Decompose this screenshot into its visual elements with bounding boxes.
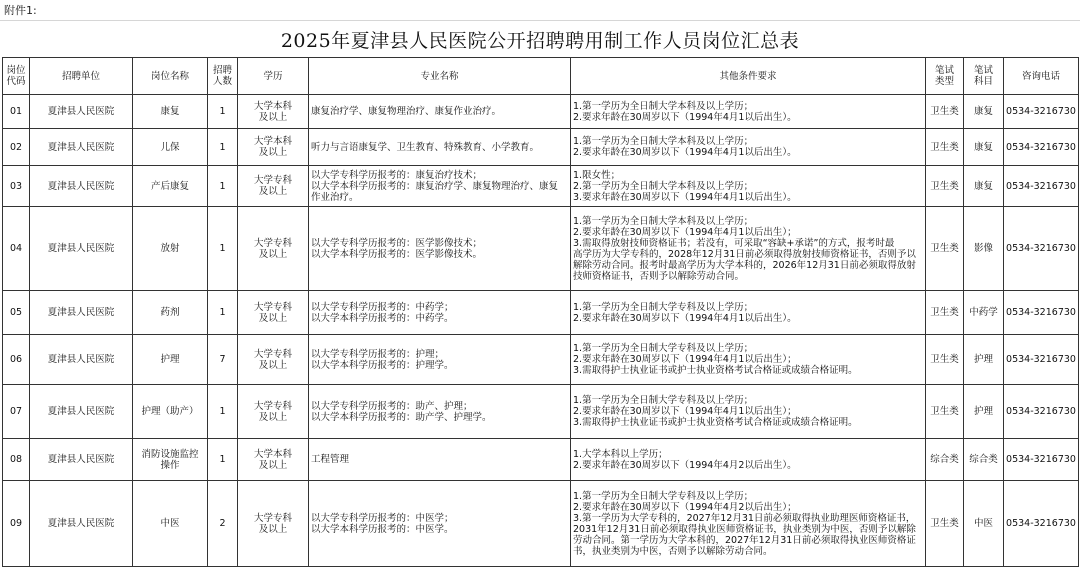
cell-other: 1.限女性； 2.第一学历为全日制大学本科及以上学历； 3.要求年龄在30周岁以下（1994年4月1以后出生）。 [571,166,926,207]
cell-position: 护理 [133,335,208,385]
cell-phone: 0534-3216730 [1004,291,1079,335]
cell-education: 大学本科 及以上 [238,95,309,129]
cell-code: 07 [3,385,30,439]
cell-phone: 0534-3216730 [1004,129,1079,166]
top-row-gridline [0,0,1080,21]
header-exam-subject: 笔试 科目 [964,58,1004,95]
cell-code: 06 [3,335,30,385]
cell-major: 工程管理 [309,439,571,481]
cell-unit: 夏津县人民医院 [30,439,133,481]
cell-exam-subject: 中医 [964,481,1004,567]
cell-exam-subject: 护理 [964,335,1004,385]
table-row [3,439,1079,481]
cell-count: 1 [208,439,238,481]
cell-exam-subject: 康复 [964,95,1004,129]
table-row [3,291,1079,335]
header-count: 招聘 人数 [208,58,238,95]
cell-phone: 0534-3216730 [1004,335,1079,385]
cell-other: 1.第一学历为全日制大学专科及以上学历； 2.要求年龄在30周岁以下（1994年4月1以后出生）。 [571,291,926,335]
cell-major: 以大学专科学历报考的：中医学； 以大学本科学历报考的：中医学。 [309,481,571,567]
table-row [3,335,1079,385]
table-row [3,95,1079,129]
cell-unit: 夏津县人民医院 [30,291,133,335]
cell-exam-type: 卫生类 [926,481,964,567]
table-row [3,207,1079,291]
cell-exam-type: 综合类 [926,439,964,481]
cell-other: 1.第一学历为全日制大学专科及以上学历； 2.要求年龄在30周岁以下（1994年4月1以后出生）； 3.需取得护士执业证书或护士执业资格考试合格证或成绩合格证明。 [571,385,926,439]
positions-table [2,57,1079,567]
cell-phone: 0534-3216730 [1004,166,1079,207]
cell-exam-subject: 综合类 [964,439,1004,481]
cell-exam-subject: 护理 [964,385,1004,439]
cell-exam-type: 卫生类 [926,166,964,207]
cell-education: 大学本科 及以上 [238,439,309,481]
header-other: 其他条件要求 [571,58,926,95]
table-row [3,385,1079,439]
cell-education: 大学本科 及以上 [238,129,309,166]
cell-code: 04 [3,207,30,291]
cell-other: 1.第一学历为全日制大学专科及以上学历； 2.要求年龄在30周岁以下（1994年4月1以后出生）； 3.需取得护士执业证书或护士执业资格考试合格证或成绩合格证明。 [571,335,926,385]
cell-code: 01 [3,95,30,129]
header-exam-type: 笔试 类型 [926,58,964,95]
cell-major: 以大学专科学历报考的：助产、护理； 以大学本科学历报考的：助产学、护理学。 [309,385,571,439]
cell-code: 09 [3,481,30,567]
cell-unit: 夏津县人民医院 [30,335,133,385]
cell-phone: 0534-3216730 [1004,207,1079,291]
cell-other: 1.大学本科以上学历； 2.要求年龄在30周岁以下（1994年4月2以后出生）。 [571,439,926,481]
cell-position: 中医 [133,481,208,567]
cell-education: 大学专科 及以上 [238,291,309,335]
cell-other: 1.第一学历为全日制大学专科及以上学历； 2.要求年龄在30周岁以下（1994年4月2以后出生）； 3.第一学历为大学专科的，2027年12月31日前必须取得执业助理医师资格证书， 2031年12月31日前必须取得执业医师资格证书，执业类别为中医，否则予以解除 劳动合同。第一学历为大学本科的，2027年12月31日前必须取得执业医师资格证 书，执业类别为中医，否则予以解除劳动合同。 [571,481,926,567]
cell-unit: 夏津县人民医院 [30,95,133,129]
attachment-label: 附件1: [4,4,37,17]
cell-exam-type: 卫生类 [926,385,964,439]
cell-count: 2 [208,481,238,567]
cell-position: 药剂 [133,291,208,335]
table-row [3,481,1079,567]
cell-exam-subject: 康复 [964,166,1004,207]
cell-position: 放射 [133,207,208,291]
cell-code: 08 [3,439,30,481]
cell-count: 1 [208,385,238,439]
cell-major: 以大学专科学历报考的：医学影像技术； 以大学本科学历报考的：医学影像技术。 [309,207,571,291]
cell-education: 大学专科 及以上 [238,385,309,439]
header-position: 岗位名称 [133,58,208,95]
cell-unit: 夏津县人民医院 [30,207,133,291]
header-row [3,58,1079,95]
cell-exam-type: 卫生类 [926,95,964,129]
cell-code: 05 [3,291,30,335]
cell-code: 03 [3,166,30,207]
cell-unit: 夏津县人民医院 [30,166,133,207]
cell-phone: 0534-3216730 [1004,439,1079,481]
cell-count: 1 [208,166,238,207]
cell-exam-type: 卫生类 [926,129,964,166]
cell-exam-type: 卫生类 [926,207,964,291]
cell-unit: 夏津县人民医院 [30,481,133,567]
cell-count: 1 [208,291,238,335]
cell-count: 7 [208,335,238,385]
cell-education: 大学专科 及以上 [238,335,309,385]
cell-major: 以大学专科学历报考的：康复治疗技术； 以大学本科学历报考的：康复治疗学、康复物理治疗、康复 作业治疗。 [309,166,571,207]
header-major: 专业名称 [309,58,571,95]
page-title: 2025年夏津县人民医院公开招聘聘用制工作人员岗位汇总表 [280,30,800,52]
cell-major: 以大学专科学历报考的：护理； 以大学本科学历报考的：护理学。 [309,335,571,385]
cell-count: 1 [208,95,238,129]
cell-code: 02 [3,129,30,166]
header-phone: 咨询电话 [1004,58,1079,95]
cell-unit: 夏津县人民医院 [30,385,133,439]
cell-other: 1.第一学历为全日制大学本科及以上学历； 2.要求年龄在30周岁以下（1994年4月1以后出生）。 [571,129,926,166]
cell-education: 大学专科 及以上 [238,207,309,291]
cell-major: 以大学专科学历报考的：中药学； 以大学本科学历报考的：中药学。 [309,291,571,335]
cell-phone: 0534-3216730 [1004,481,1079,567]
cell-unit: 夏津县人民医院 [30,129,133,166]
cell-other: 1.第一学历为全日制大学本科及以上学历； 2.要求年龄在30周岁以下（1994年4月1以后出生）； 3.需取得放射技师资格证书；若没有，可采取“容缺+承诺”的方式，报考时最 高学历为大学专科的，2028年12月31日前必须取得放射技师资格证书，否则予以 解除劳动合同。报考时最高学历为大学本科的，2026年12月31日前必须取得放射 技师资格证书，否则予以解除劳动合同。 [571,207,926,291]
header-code: 岗位 代码 [3,58,30,95]
cell-exam-type: 卫生类 [926,291,964,335]
cell-position: 康复 [133,95,208,129]
cell-education: 大学专科 及以上 [238,166,309,207]
cell-phone: 0534-3216730 [1004,95,1079,129]
cell-education: 大学专科 及以上 [238,481,309,567]
cell-position: 儿保 [133,129,208,166]
cell-position: 护理（助产） [133,385,208,439]
cell-count: 1 [208,207,238,291]
table-row [3,129,1079,166]
table-row [3,166,1079,207]
cell-phone: 0534-3216730 [1004,385,1079,439]
header-unit: 招聘单位 [30,58,133,95]
cell-position: 消防设施监控 操作 [133,439,208,481]
cell-exam-subject: 中药学 [964,291,1004,335]
cell-other: 1.第一学历为全日制大学本科及以上学历； 2.要求年龄在30周岁以下（1994年4月1以后出生）。 [571,95,926,129]
cell-major: 听力与言语康复学、卫生教育、特殊教育、小学教育。 [309,129,571,166]
cell-position: 产后康复 [133,166,208,207]
cell-count: 1 [208,129,238,166]
cell-exam-type: 卫生类 [926,335,964,385]
header-education: 学历 [238,58,309,95]
cell-exam-subject: 康复 [964,129,1004,166]
cell-exam-subject: 影像 [964,207,1004,291]
cell-major: 康复治疗学、康复物理治疗、康复作业治疗。 [309,95,571,129]
